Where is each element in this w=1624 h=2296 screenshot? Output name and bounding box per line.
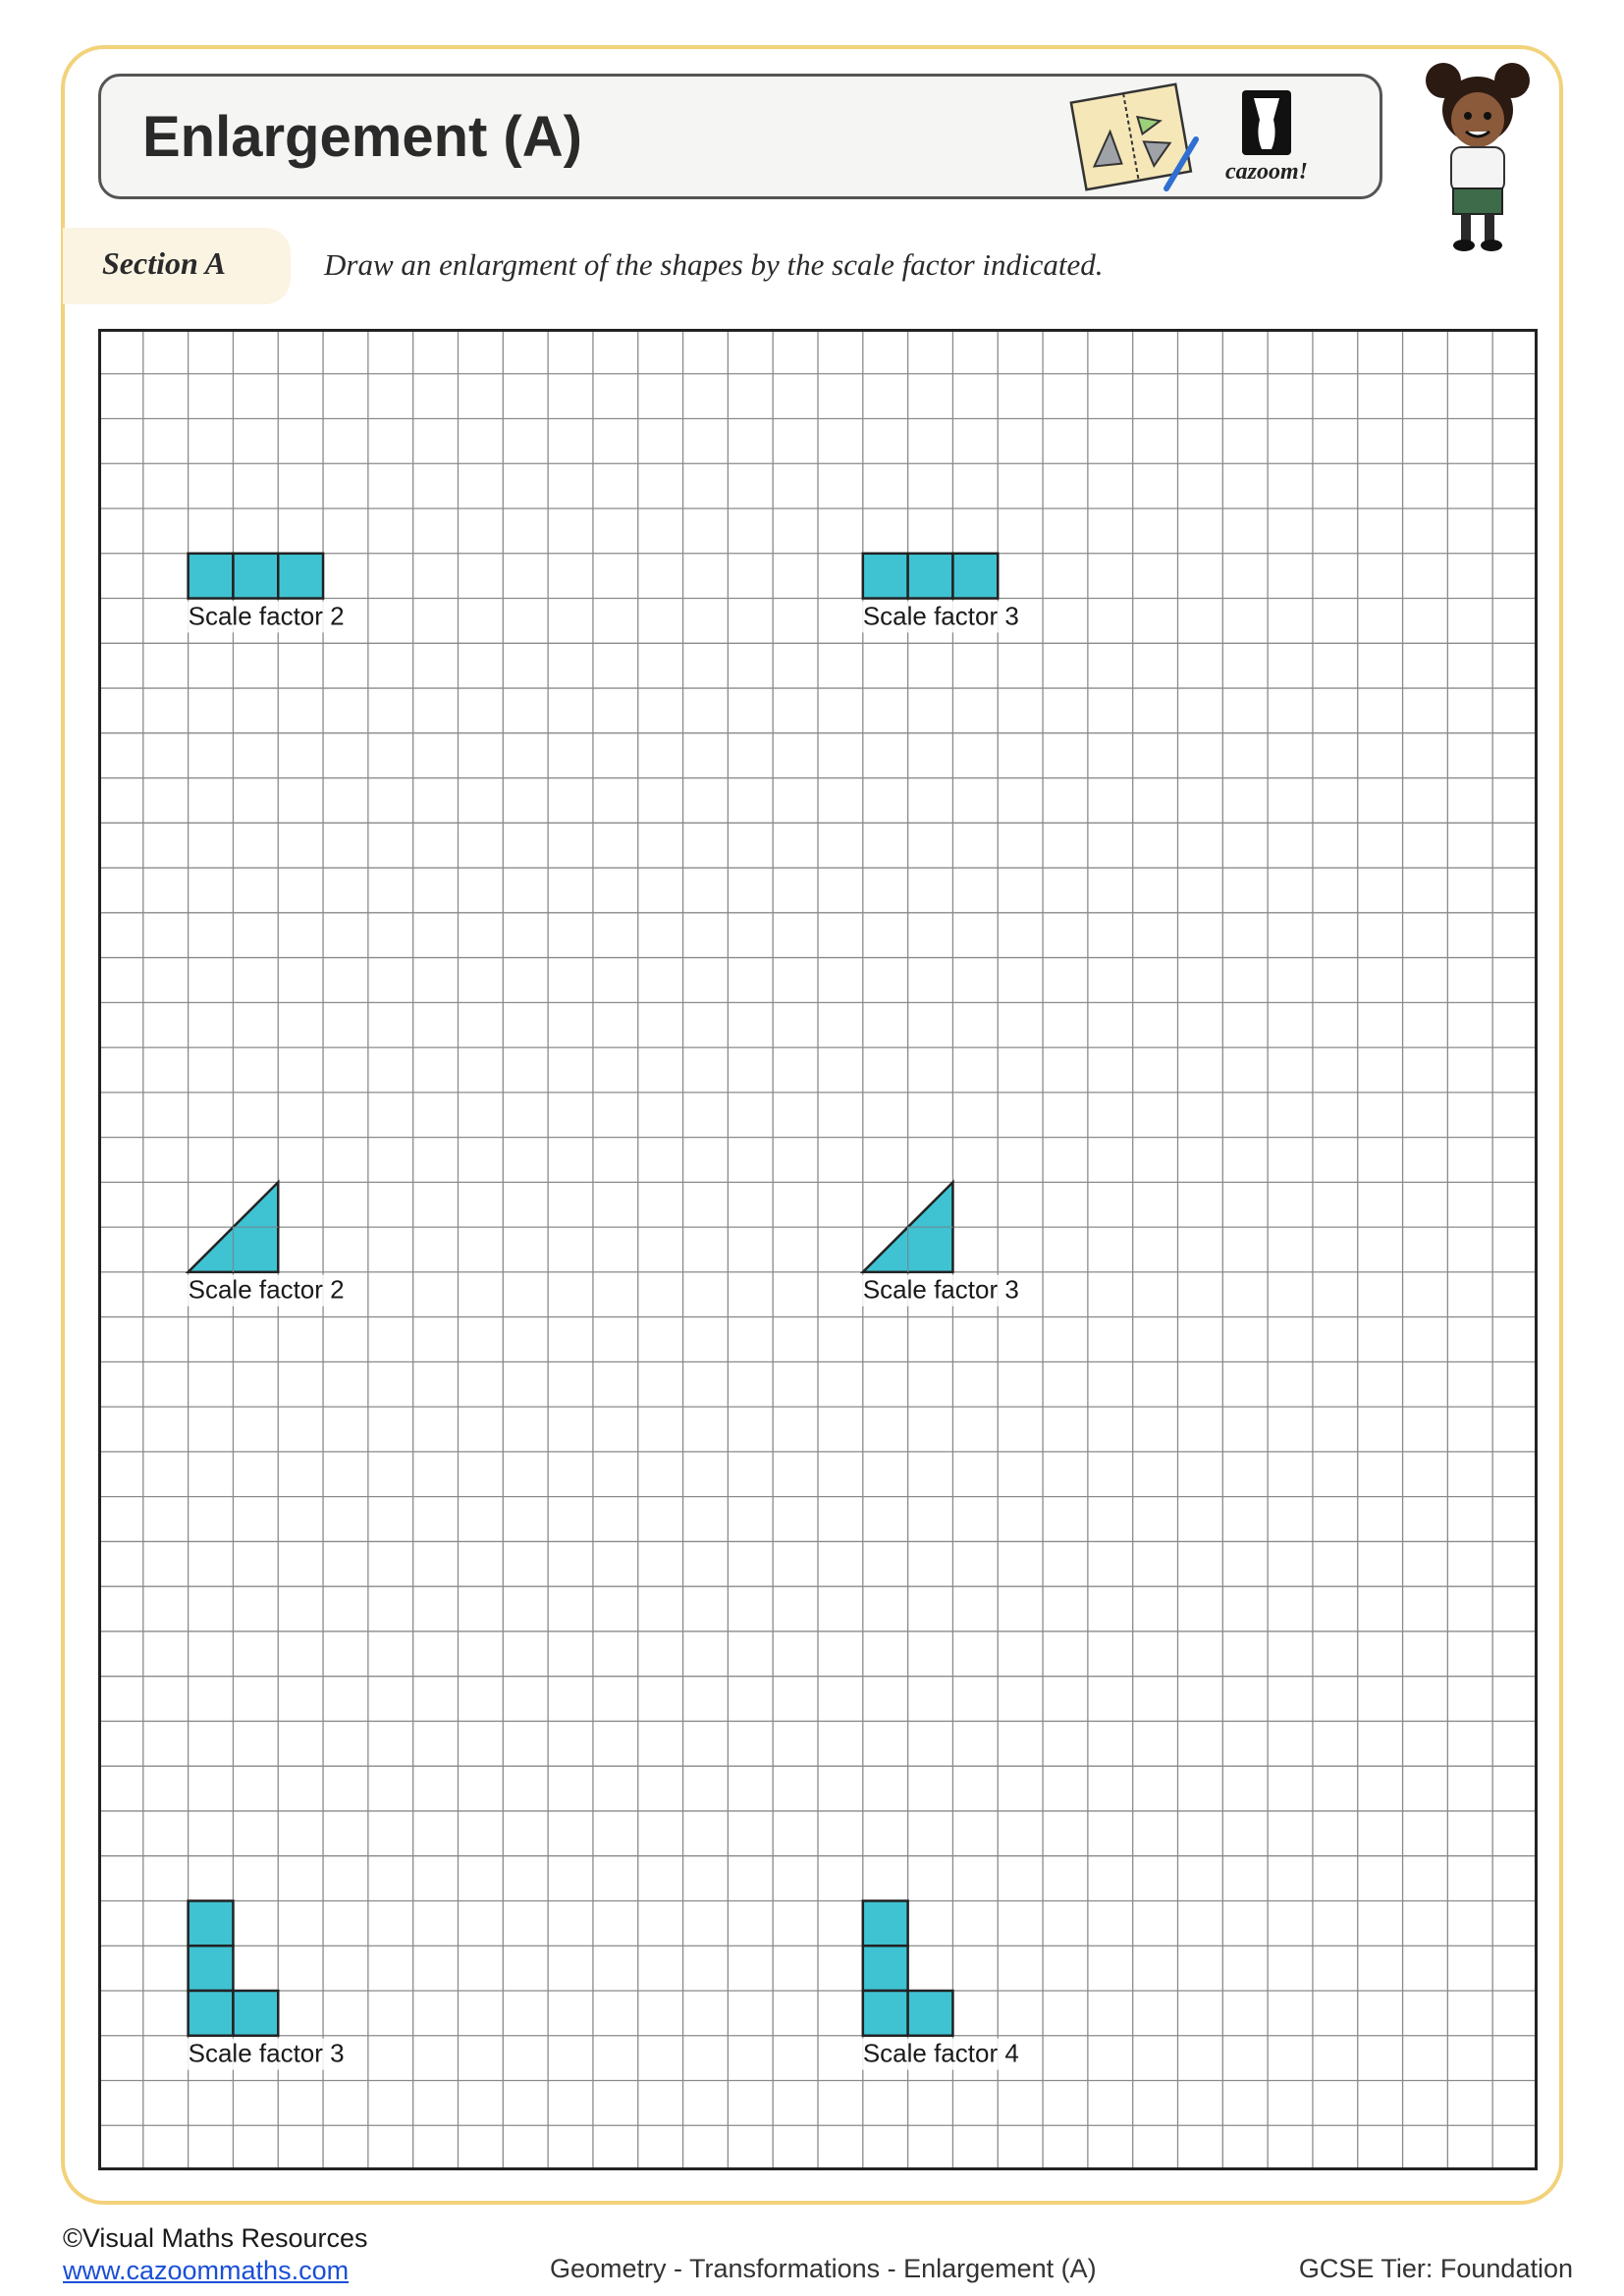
copyright-text: ©Visual Maths Resources <box>63 2223 368 2253</box>
footer-left <box>63 2222 368 2287</box>
shape-layer <box>187 554 1038 2070</box>
cazoom-logo-text: cazoom! <box>1225 159 1308 185</box>
shape-cell <box>863 1946 908 1991</box>
l-shape-2-shape <box>863 1900 953 2035</box>
geometry-worksheet-icon <box>1060 79 1208 196</box>
l-shape-2-label: Scale factor 4 <box>862 2038 1019 2068</box>
triangle-2-label: Scale factor 3 <box>862 1274 1019 1305</box>
website-link[interactable]: www.cazoommaths.com <box>63 2256 350 2285</box>
shape-cell <box>189 1900 234 1946</box>
shape-cell <box>952 554 998 599</box>
shape-cell <box>233 1991 278 2036</box>
shape-cell <box>863 554 908 599</box>
shape-cell <box>189 1946 234 1991</box>
cazoom-logo <box>1222 90 1311 188</box>
shape-cell <box>189 554 234 599</box>
student-mascot-icon <box>1414 59 1542 255</box>
rectangle-1-shape <box>189 554 323 599</box>
shape-cell <box>908 554 953 599</box>
shape-cell <box>908 1991 953 2036</box>
rectangle-2-label: Scale factor 3 <box>862 601 1019 631</box>
cazoom-logo-icon <box>1242 90 1291 155</box>
section-label: Section A <box>102 245 226 281</box>
l-shape-1-label: Scale factor 3 <box>188 2038 345 2068</box>
shape-cell <box>278 554 323 599</box>
shape-cell <box>233 554 278 599</box>
instruction-text: Draw an enlargment of the shapes by the scale factor indicated. <box>324 247 1104 282</box>
footer-topic: Geometry - Transformations - Enlargement (A) <box>550 2254 1097 2283</box>
footer-tier: GCSE Tier: Foundation <box>1298 2254 1573 2283</box>
drawing-grid[interactable] <box>98 329 1538 2170</box>
rectangle-1-label: Scale factor 2 <box>188 601 345 631</box>
shape-cell <box>863 1900 908 1946</box>
shape-cell <box>189 1991 234 2036</box>
triangle-1-label: Scale factor 2 <box>188 1274 345 1305</box>
shape-cell <box>863 1991 908 2036</box>
l-shape-1-shape <box>189 1900 279 2035</box>
page-title: Enlargement (A) <box>142 105 582 169</box>
rectangle-2-shape <box>863 554 998 599</box>
